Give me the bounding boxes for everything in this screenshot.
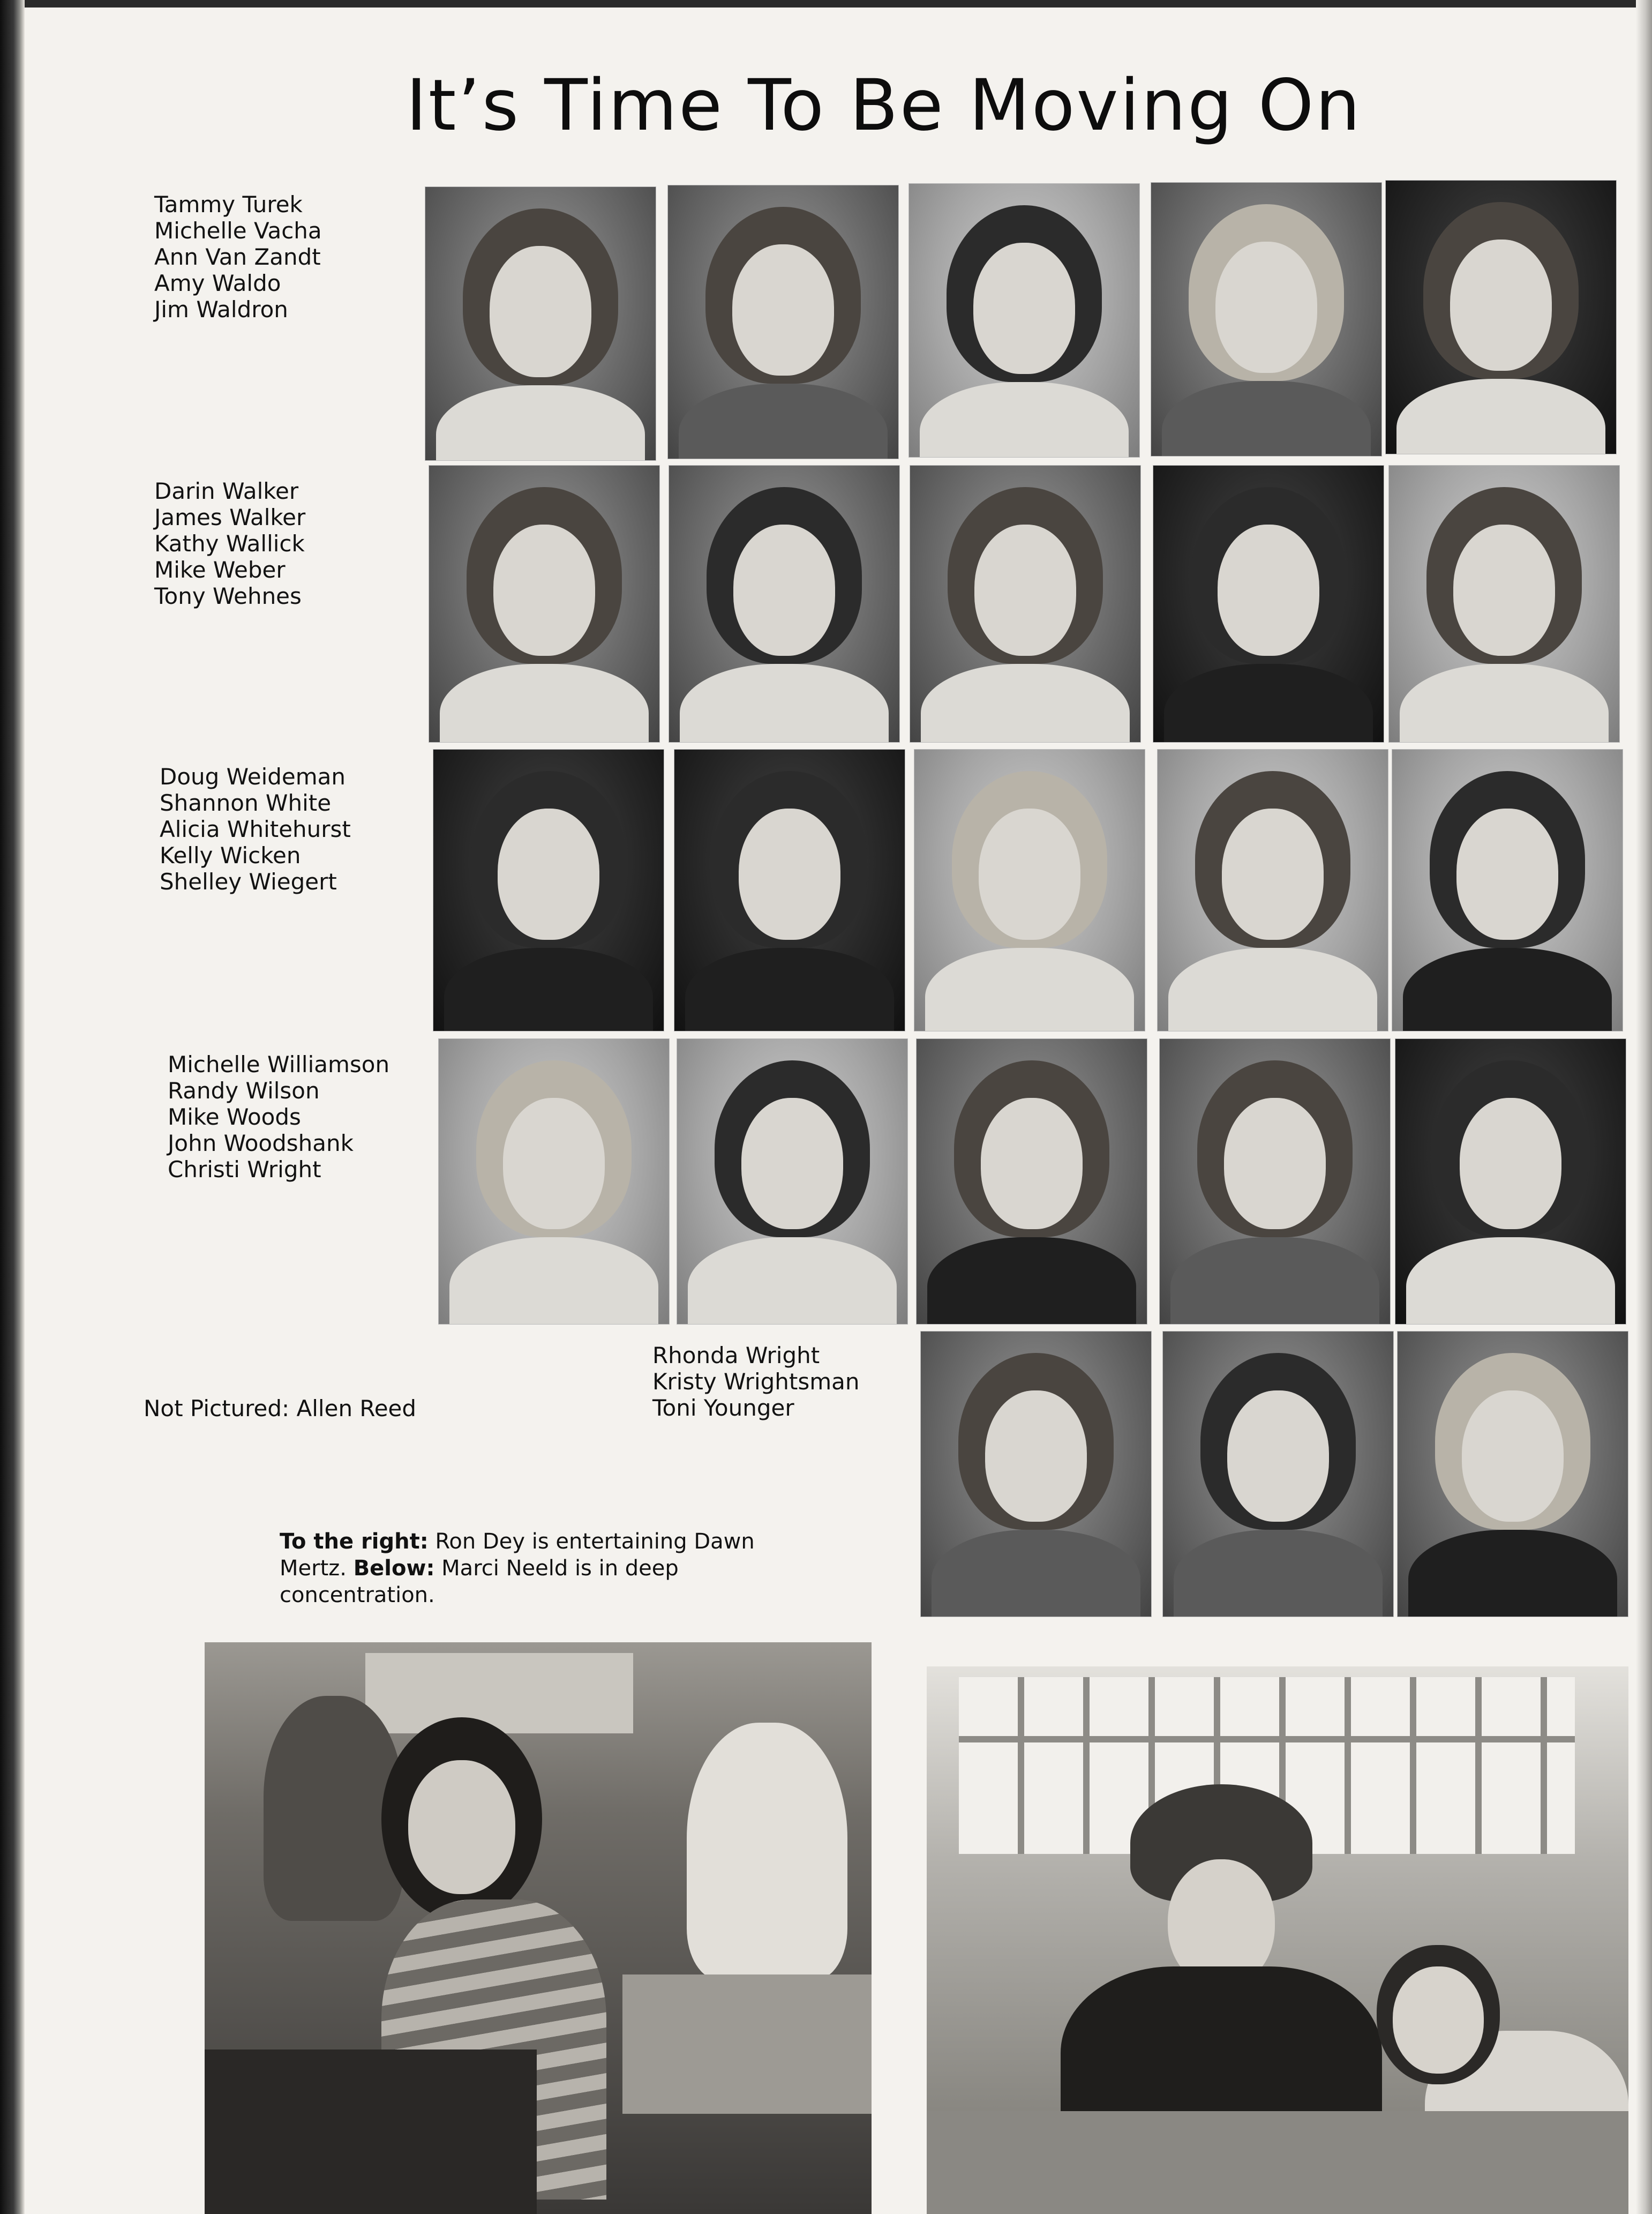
student-name: Shelley Wiegert	[160, 869, 337, 895]
student-portrait	[429, 465, 660, 743]
student-portrait	[669, 465, 900, 743]
student-portrait	[677, 1038, 908, 1325]
name-list-row-2	[154, 478, 305, 609]
student-portrait	[674, 749, 905, 1031]
student-portrait	[667, 185, 899, 459]
student-portrait	[1388, 465, 1620, 743]
student-name: Tony Wehnes	[154, 583, 302, 609]
name-list-row-1	[154, 191, 322, 323]
student-name: Shannon White	[160, 790, 332, 816]
student-name: John Woodshank	[168, 1130, 354, 1156]
page-title: It’s Time To Be Moving On	[406, 64, 1362, 147]
name-list-row-5	[652, 1342, 860, 1421]
student-portrait	[916, 1038, 1147, 1325]
not-pictured-note: Not Pictured: Allen Reed	[144, 1395, 417, 1422]
student-name: Toni Younger	[652, 1395, 794, 1421]
cafeteria-candid-photo	[927, 1666, 1628, 2214]
student-portrait	[425, 186, 656, 461]
student-name: Randy Wilson	[168, 1078, 320, 1104]
student-name: James Walker	[154, 504, 306, 530]
student-name: Rhonda Wright	[652, 1342, 820, 1368]
student-name: Mike Woods	[168, 1104, 301, 1130]
name-list-row-4	[168, 1051, 389, 1183]
student-portrait	[914, 749, 1145, 1031]
student-name: Tammy Turek	[154, 191, 303, 218]
student-name: Doug Weideman	[160, 764, 346, 790]
student-portrait	[1397, 1331, 1628, 1617]
student-name: Alicia Whitehurst	[160, 816, 351, 842]
student-name: Darin Walker	[154, 478, 299, 504]
student-portrait	[438, 1038, 670, 1325]
student-portrait	[920, 1331, 1152, 1617]
name-list-row-3	[160, 764, 351, 895]
student-portrait	[1151, 182, 1382, 457]
student-portrait	[1385, 180, 1617, 454]
student-name: Jim Waldron	[154, 296, 288, 323]
student-name: Amy Waldo	[154, 270, 281, 296]
student-portrait	[1153, 465, 1384, 743]
photo-caption	[280, 1528, 783, 1609]
student-name: Christi Wright	[168, 1156, 321, 1183]
student-name: Michelle Williamson	[168, 1051, 390, 1078]
caption-right-label: To the right:	[280, 1529, 429, 1554]
student-portrait	[910, 465, 1141, 743]
student-portrait	[1157, 749, 1388, 1031]
classroom-candid-photo	[205, 1642, 872, 2214]
student-portrait	[908, 183, 1140, 458]
student-name: Ann Van Zandt	[154, 244, 321, 270]
student-name: Kristy Wrightsman	[652, 1368, 860, 1395]
page-right-edge	[1636, 0, 1652, 2214]
student-portrait	[433, 749, 664, 1031]
page-binding	[0, 0, 25, 2214]
student-name: Mike Weber	[154, 557, 286, 583]
page-top-edge	[0, 0, 1652, 8]
student-portrait	[1395, 1038, 1626, 1325]
student-name: Kathy Wallick	[154, 530, 305, 557]
student-name: Michelle Vacha	[154, 218, 322, 244]
student-name: Kelly Wicken	[160, 842, 301, 869]
caption-right-text: Ron Dey is entertaining Dawn Mertz.	[280, 1529, 755, 1581]
student-portrait	[1392, 749, 1623, 1031]
student-portrait	[1162, 1331, 1394, 1617]
caption-below-label: Below:	[353, 1556, 435, 1581]
caption-below-text: Marci Neeld is in deep concentration.	[280, 1556, 679, 1607]
student-portrait	[1159, 1038, 1391, 1325]
